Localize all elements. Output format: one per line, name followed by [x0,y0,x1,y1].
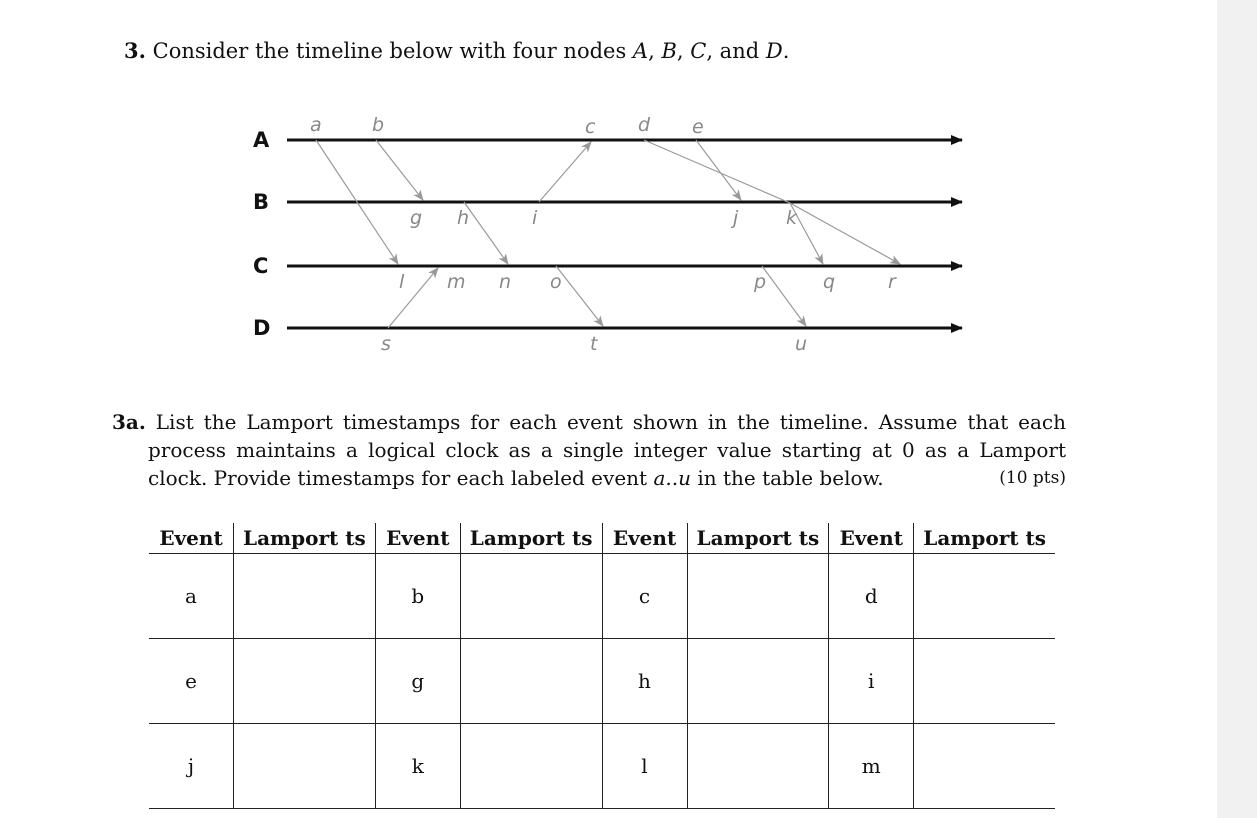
message-d-to-k [644,140,790,203]
event-cell: b [375,554,460,639]
header-lamport-ts: Lamport ts [914,523,1055,554]
header-event: Event [602,523,687,554]
header-lamport-ts: Lamport ts [234,523,376,554]
message-s-to-l [388,268,438,328]
message-h-to-n [464,202,508,264]
timestamp-answer-cell[interactable] [234,724,376,809]
table-row [149,554,1055,639]
event-label-p: p [754,271,767,293]
event-label-a: a [310,114,322,136]
message-o-to-t [556,266,603,326]
event-cell: l [602,724,687,809]
event-label-j: j [733,207,739,229]
table-header-row [149,523,1055,554]
question-3a [112,408,1066,492]
event-label-t: t [590,333,598,355]
message-e-to-j [696,140,741,200]
event-cell: c [602,554,687,639]
timestamp-answer-cell[interactable] [687,724,829,809]
timestamp-answer-cell[interactable] [460,724,602,809]
event-cell: k [375,724,460,809]
timestamp-answer-cell[interactable] [234,554,376,639]
timestamp-answer-cell[interactable] [914,724,1055,809]
message-b-to-g [376,140,423,200]
process-label-c: C [253,254,269,278]
question-title: 3. Consider the timeline below with four nodes A, B, C, and D. [124,38,790,63]
event-label-e: e [692,116,704,138]
event-label-u: u [795,333,808,355]
timestamp-answer-cell[interactable] [914,554,1055,639]
timestamp-answer-cell[interactable] [687,554,829,639]
event-label-d: d [638,114,651,136]
message-p-to-u [762,266,806,326]
header-lamport-ts: Lamport ts [687,523,829,554]
event-label-q: q [823,271,836,293]
header-event: Event [149,523,234,554]
event-label-o: o [550,271,562,293]
process-label-d: D [253,316,271,340]
event-label-k: k [786,207,798,229]
event-label-n: n [499,271,512,293]
table-row [149,639,1055,724]
points-label: (10 pts) [999,468,1066,488]
header-lamport-ts: Lamport ts [460,523,602,554]
timestamp-table [149,523,1055,809]
event-cell: d [829,554,914,639]
event-label-s: s [381,333,391,355]
event-label-c: c [585,116,596,138]
event-label-i: i [532,207,538,229]
timestamp-answer-cell[interactable] [234,639,376,724]
scrollbar-track[interactable] [1217,0,1257,818]
timestamp-answer-cell[interactable] [914,639,1055,724]
event-label-m: m [447,271,466,293]
event-cell: g [375,639,460,724]
event-cell: i [829,639,914,724]
question-3a-text: 3a. List the Lamport timestamps for each event shown in the timeline. Assume that each process maintains a logical clock as a single integer value starting at 0 as a Lamport clock. Provide timestamps for each labeled event a..u in the table below. [112,410,1066,490]
process-label-b: B [253,190,270,214]
header-event: Event [375,523,460,554]
event-label-r: r [888,271,896,293]
event-cell: a [149,554,234,639]
event-label-b: b [372,114,385,136]
timestamp-answer-cell[interactable] [460,639,602,724]
process-label-a: A [253,128,270,152]
timestamp-answer-cell[interactable] [460,554,602,639]
event-label-l: l [399,271,405,293]
event-cell: j [149,724,234,809]
table-row [149,724,1055,809]
event-cell: e [149,639,234,724]
message-i-to-c [539,142,591,202]
event-cell: h [602,639,687,724]
header-event: Event [829,523,914,554]
timestamp-answer-cell[interactable] [687,639,829,724]
timeline-diagram [0,0,1000,380]
event-label-h: h [457,207,470,229]
event-label-g: g [410,207,423,229]
event-cell: m [829,724,914,809]
